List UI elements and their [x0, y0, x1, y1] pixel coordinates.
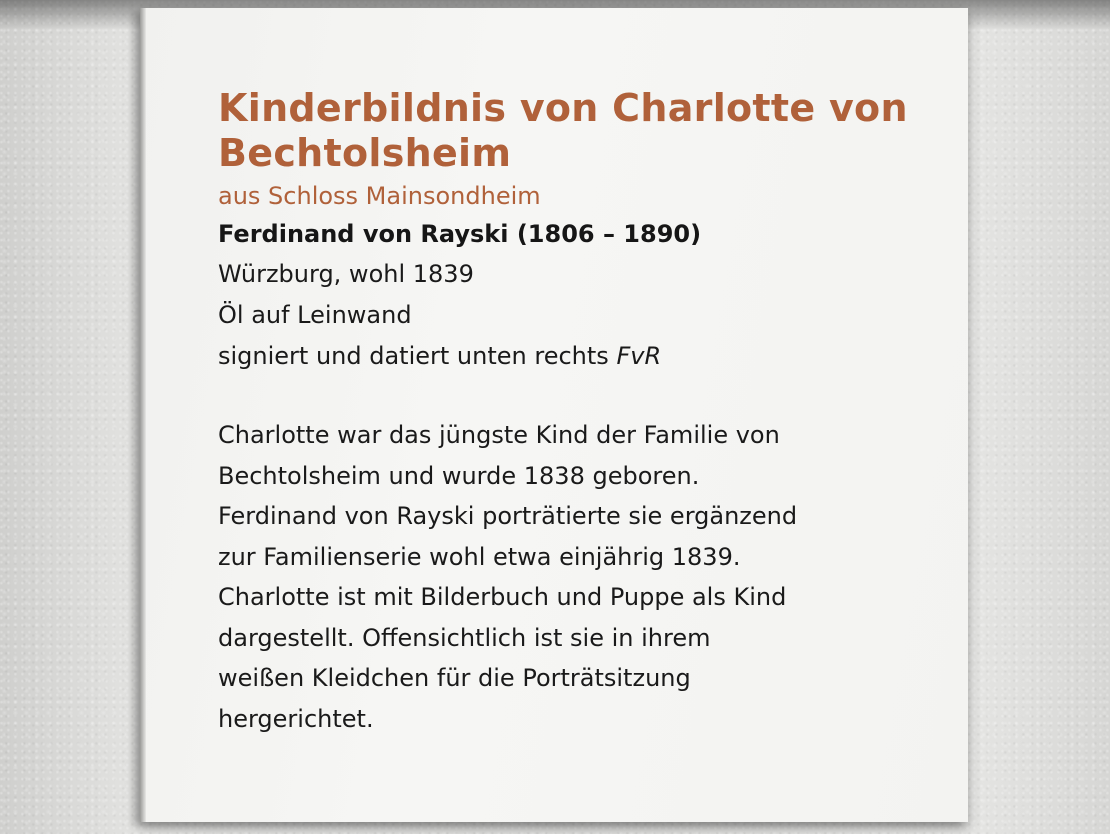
museum-label-card: [140, 8, 968, 822]
artwork-title: [218, 86, 918, 176]
description-line: Charlotte war das jüngste Kind der Familie von: [218, 421, 780, 449]
artwork-title-line-1: Kinderbildnis von Charlotte von: [218, 86, 908, 130]
description-line: Ferdinand von Rayski porträtierte sie ergänzend: [218, 502, 798, 530]
signature-mark: FvR: [616, 342, 662, 370]
description-line: Charlotte ist mit Bilderbuch und Puppe als Kind: [218, 583, 787, 611]
description-line: Bechtolsheim und wurde 1838 geboren.: [218, 461, 700, 490]
description-line: weißen Kleidchen für die Porträtsitzung: [218, 664, 691, 692]
description-line: hergerichtet.: [218, 704, 374, 733]
card-edge: [140, 8, 146, 822]
artist-name: Ferdinand von Rayski (1806 – 1890): [218, 220, 702, 248]
signature-text: signiert und datiert unten rechts: [218, 342, 609, 370]
description-line: dargestellt. Offensichtlich ist sie in ihrem: [218, 623, 711, 652]
medium: Öl auf Leinwand: [218, 301, 412, 329]
provenance-subtitle: aus Schloss Mainsondheim: [218, 182, 541, 210]
artwork-title-line-2: Bechtolsheim: [218, 131, 512, 175]
description-line: zur Familienserie wohl etwa einjährig 1839.: [218, 542, 741, 571]
label-content: [218, 86, 918, 739]
description: [218, 415, 918, 739]
signature-line: [218, 336, 918, 377]
place-date: Würzburg, wohl 1839: [218, 260, 474, 288]
